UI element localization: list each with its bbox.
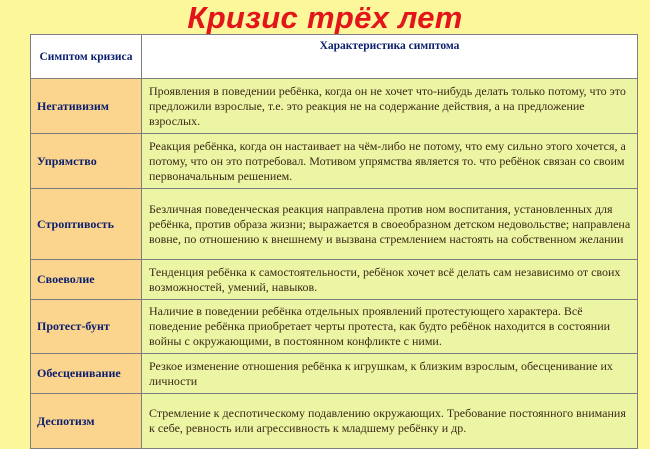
table-row	[31, 300, 638, 354]
table-row	[31, 134, 638, 189]
description-cell: Безличная поведенческая реакция направлена против ном воспитания, установленных для ребёнка, против образа жизни; выражается в своеобразном детском недовольстве; направлена вовне, по отношению к внешнему и вызвана стремлением настоять на собственном желании	[142, 189, 638, 260]
symptom-cell: Деспотизм	[31, 394, 142, 449]
symptom-cell: Строптивость	[31, 189, 142, 260]
description-cell: Наличие в поведении ребёнка отдельных проявлений протестующего характера. Всё поведение ребёнка приобретает черты протеста, как будто ребёнок находится в состоянии войны с окружающими, в постоянном конфликте с ними.	[142, 300, 638, 354]
table-row	[31, 189, 638, 260]
header-characteristic: Характеристика симптома	[142, 35, 638, 79]
symptom-cell: Своеволие	[31, 260, 142, 300]
description-cell: Реакция ребёнка, когда он настаивает на чём-либо не потому, что ему сильно этого хочется, а потому, что он это потребовал. Мотивом упрямства является то. что ребёнок связан со своим первоначальным решением.	[142, 134, 638, 189]
symptoms-table	[30, 34, 638, 449]
symptom-cell: Упрямство	[31, 134, 142, 189]
table-row	[31, 79, 638, 134]
table-header-row	[31, 35, 638, 79]
symptom-cell: Обесценивание	[31, 354, 142, 394]
slide-title: Кризис трёх лет	[187, 0, 463, 35]
symptom-cell: Протест-бунт	[31, 300, 142, 354]
description-cell: Резкое изменение отношения ребёнка к игрушкам, к близким взрослым, обесценивание их личности	[142, 354, 638, 394]
header-symptom: Симптом кризиса	[31, 35, 142, 79]
description-cell: Тенденция ребёнка к самостоятельности, ребёнок хочет всё делать сам независимо от своих возможностей, умений, навыков.	[142, 260, 638, 300]
description-cell: Проявления в поведении ребёнка, когда он не хочет что-нибудь делать только потому, что это предложили взрослые, т.е. это реакция не на содержание действия, а на предложение взрослых.	[142, 79, 638, 134]
table-row	[31, 260, 638, 300]
table-row	[31, 394, 638, 449]
description-cell: Стремление к деспотическому подавлению окружающих. Требование постоянного внимания к себе, ревность или агрессивность к младшему ребёнку и др.	[142, 394, 638, 449]
symptom-cell: Негативизим	[31, 79, 142, 134]
table-row	[31, 354, 638, 394]
